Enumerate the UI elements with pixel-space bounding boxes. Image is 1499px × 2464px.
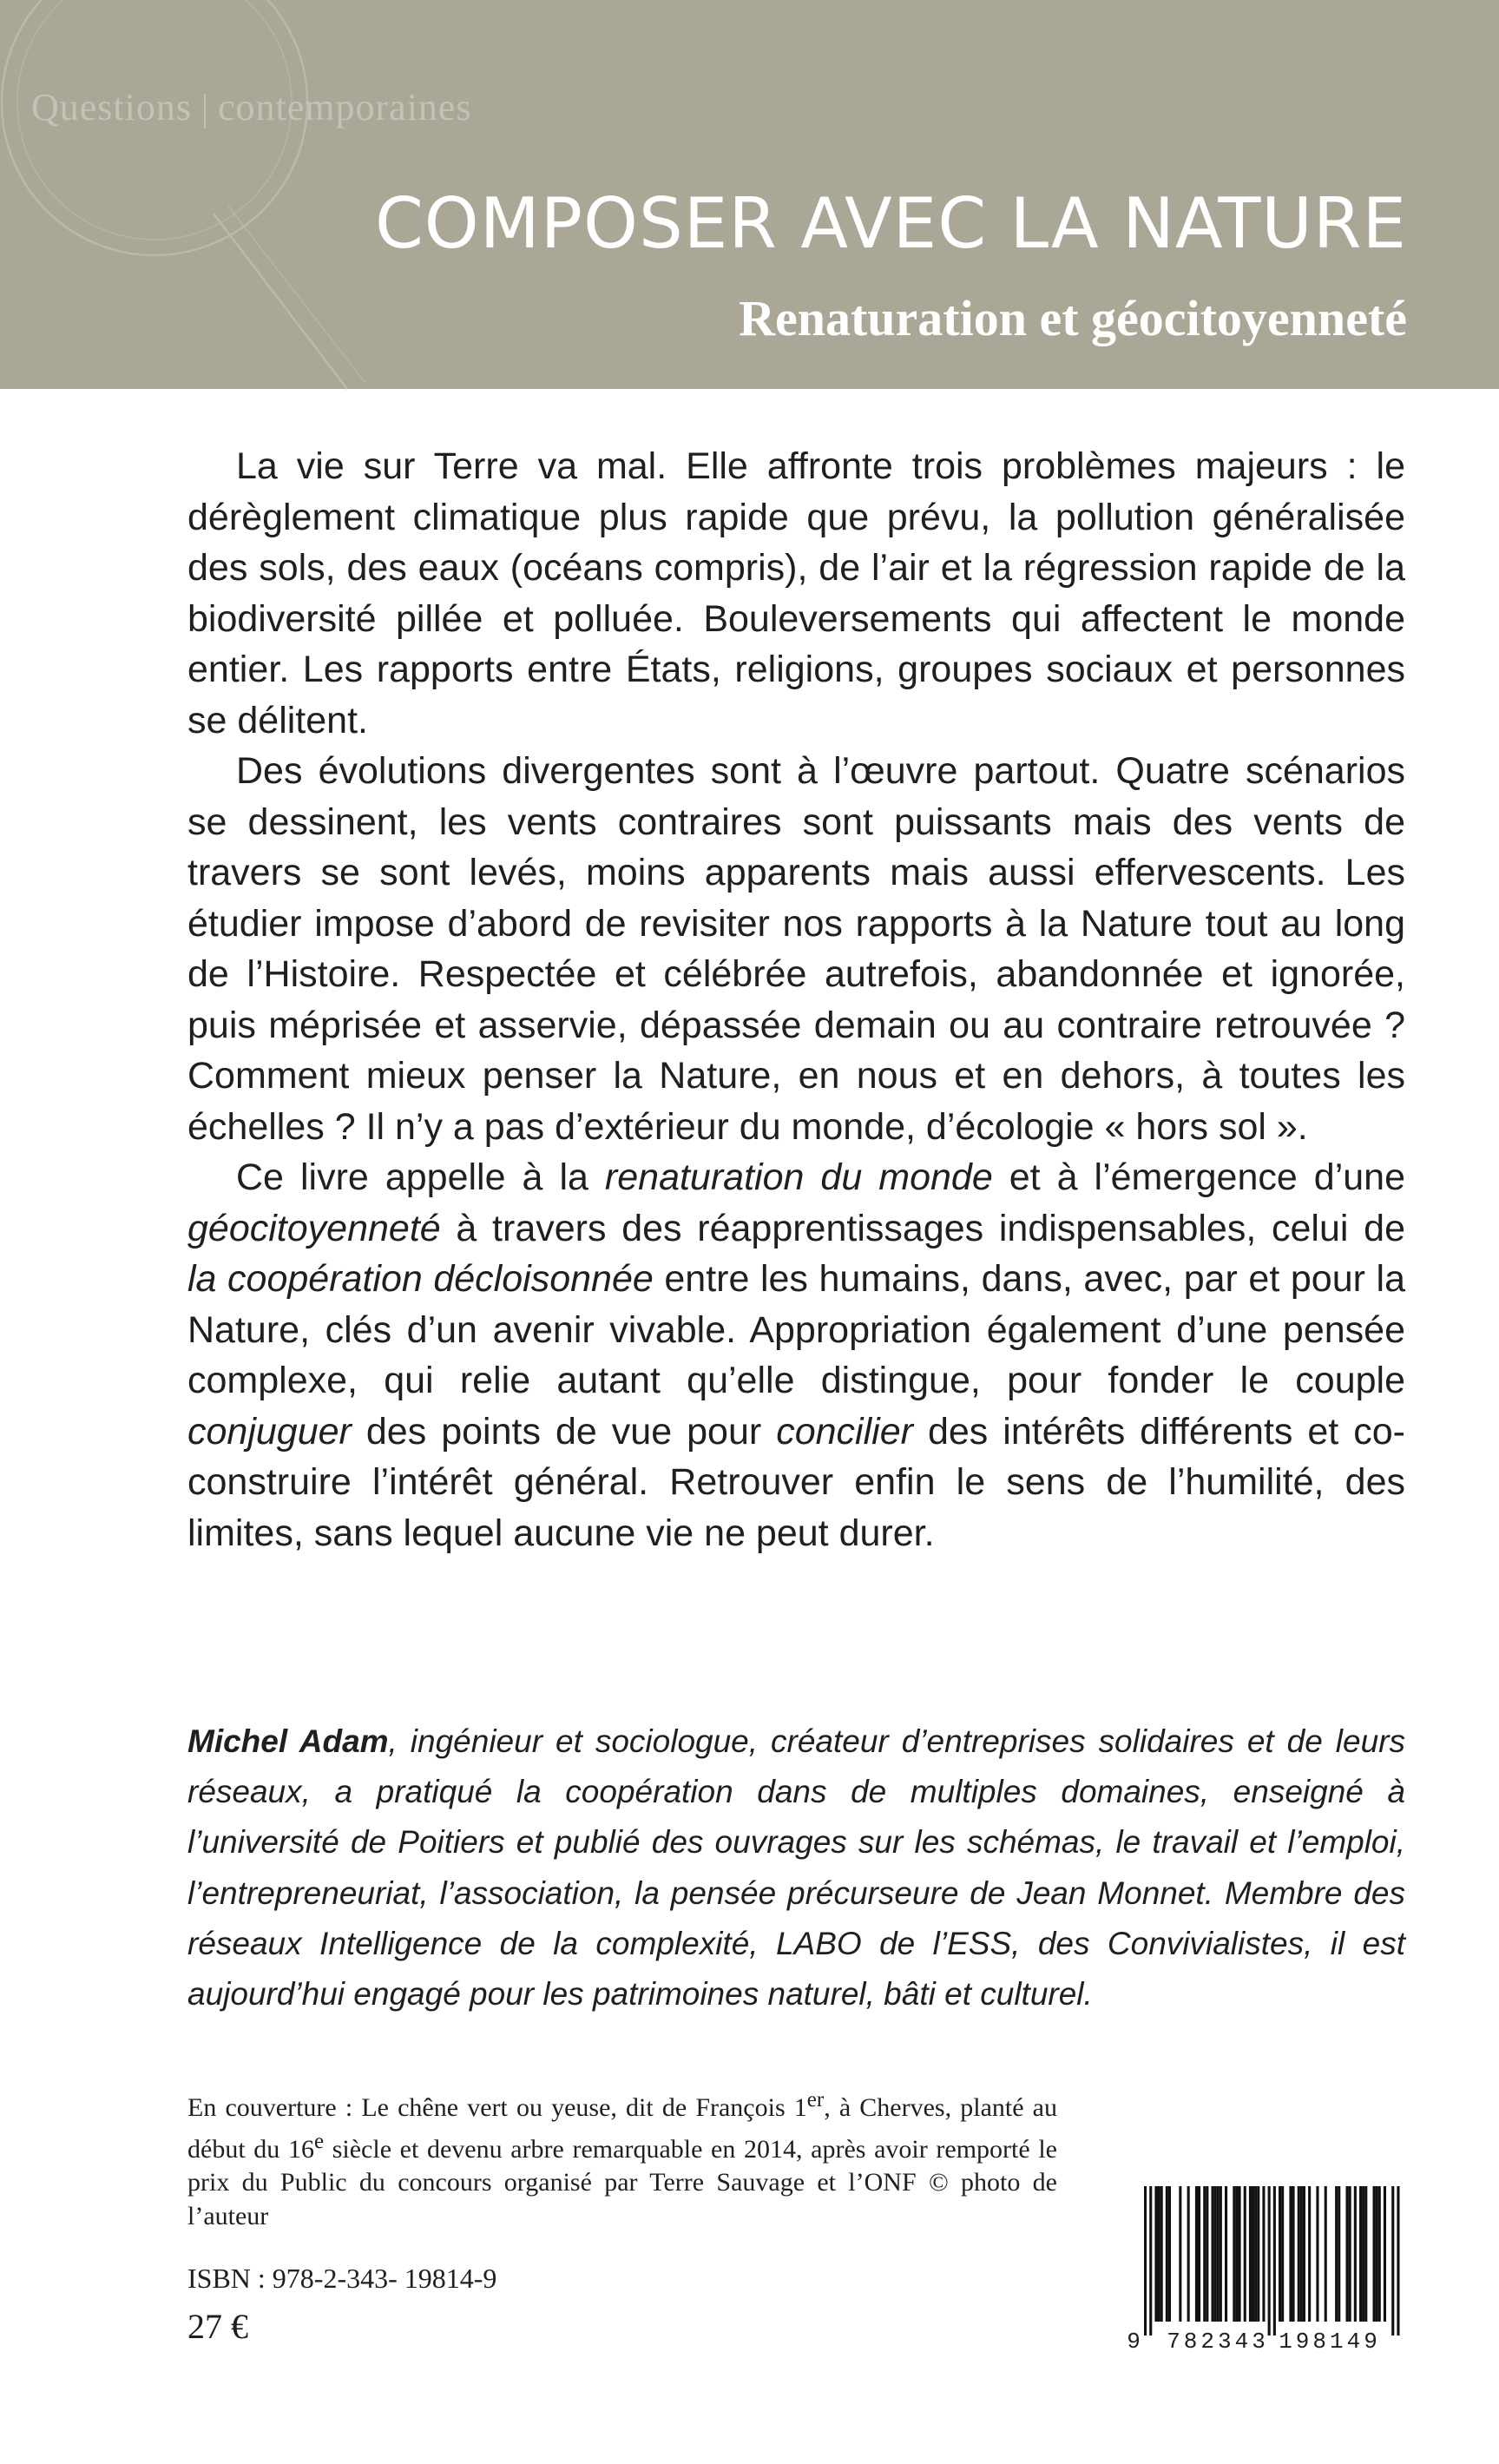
barcode-bar	[1376, 2186, 1378, 2322]
barcode-digits-right: 198149	[1279, 2329, 1381, 2355]
barcode-bar	[1279, 2186, 1281, 2322]
blurb-paragraph-1: La vie sur Terre va mal. Elle affronte trois problèmes majeurs : le dérèglement climatique plus rapide que prévu, la pollution généralisée des sols, des eaux (océans compris), de l’air et la régression rapide de la biodiversité pillée et polluée. Bouleversements qui affectent le monde entier. Les rapports entre États, religions, groupes sociaux et personnes se délitent.	[187, 445, 1405, 741]
author-name: Michel Adam	[187, 1723, 389, 1759]
series-name-part1: Questions	[31, 86, 192, 128]
barcode-bar	[1281, 2186, 1284, 2322]
blurb-p3-em-conjuguer: conjuguer	[187, 1410, 352, 1453]
barcode-bar	[1268, 2186, 1271, 2336]
barcode-bar	[1364, 2186, 1367, 2322]
barcode-bar	[1303, 2186, 1305, 2322]
barcode-bar	[1154, 2186, 1157, 2322]
barcode-bar	[1346, 2186, 1349, 2322]
barcode-bar	[1195, 2186, 1198, 2322]
barcode-bar	[1354, 2186, 1357, 2322]
barcode-bar	[1168, 2186, 1171, 2322]
barcode-bars	[1144, 2186, 1400, 2336]
barcode-bar	[1362, 2186, 1364, 2322]
barcode-bar	[1206, 2186, 1208, 2322]
barcode-bar	[1203, 2186, 1206, 2322]
series-letter-q-logo	[0, 0, 365, 389]
barcode-digit-first: 9	[1127, 2329, 1141, 2355]
blurb-paragraph-3	[187, 1152, 1405, 1558]
barcode-bar	[1214, 2186, 1217, 2322]
blurb-p3-text-b: et à l’émergence d’une	[992, 1156, 1405, 1198]
barcode-bar	[1225, 2186, 1227, 2322]
barcode-bar	[1338, 2186, 1340, 2322]
blurb-p3-text-a: Ce livre appelle à la	[236, 1156, 605, 1198]
barcode-bar	[1254, 2186, 1257, 2322]
barcode-bar	[1144, 2186, 1147, 2336]
barcode-bar	[1149, 2186, 1152, 2336]
cover-credit	[187, 2084, 1057, 2234]
barcode-bar	[1335, 2186, 1338, 2322]
barcode-bar	[1233, 2186, 1235, 2322]
cover-credit-sup-er: er	[806, 2088, 825, 2112]
barcode-bar	[1349, 2186, 1351, 2322]
barcode-bar	[1179, 2186, 1181, 2322]
blurb-p3-em-cooperation: la coopération décloisonnée	[187, 1258, 654, 1300]
barcode-bar	[1257, 2186, 1259, 2322]
barcode-bar	[1217, 2186, 1220, 2322]
barcode-bar	[1244, 2186, 1246, 2322]
barcode-bar	[1325, 2186, 1327, 2322]
barcode-bar	[1220, 2186, 1222, 2322]
barcode-bar	[1300, 2186, 1303, 2322]
barcode-bar	[1373, 2186, 1376, 2322]
header-band	[0, 0, 1499, 389]
barcode-bar	[1359, 2186, 1362, 2322]
barcode-bar	[1198, 2186, 1200, 2322]
barcode-bar	[1252, 2186, 1254, 2322]
blurb-p3-em-geocitoyennete: géocitoyenneté	[187, 1207, 441, 1249]
series-name	[31, 85, 472, 129]
barcode-bar	[1316, 2186, 1318, 2322]
barcode-bar	[1384, 2186, 1386, 2322]
price: 27 €	[187, 2307, 248, 2346]
cover-credit-sup-e: e	[313, 2129, 325, 2153]
barcode-bar	[1273, 2186, 1276, 2336]
back-cover-blurb	[187, 441, 1405, 1558]
blurb-p3-text-e: des points de vue pour	[351, 1410, 777, 1453]
barcode-bar	[1235, 2186, 1238, 2322]
series-name-divider	[204, 94, 206, 128]
ean13-barcode	[1128, 2181, 1406, 2355]
book-subtitle: Renaturation et géocitoyenneté	[739, 290, 1407, 346]
barcode-bar	[1378, 2186, 1381, 2322]
barcode-bar	[1298, 2186, 1300, 2322]
blurb-p3-em-concilier: concilier	[776, 1410, 913, 1453]
barcode-bar	[1308, 2186, 1311, 2322]
blurb-paragraph-2: Des évolutions divergentes sont à l’œuvre partout. Quatre scénarios se dessinent, les vents contraires sont puissants mais des vents de travers se sont levés, moins apparents mais aussi effervescents. Les étudier impose d’abord de revisiter nos rapports à la Nature tout au long de l’Histoire. Respectée et célébrée autrefois, abandonnée et ignorée, puis méprisée et asservie, dépassée demain ou au contraire retrouvée ? Comment mieux penser la Nature, en nous et en dehors, à toutes les échelles ? Il n’y a pas d’extérieur du monde, d’écologie « hors sol ».	[187, 750, 1405, 1148]
blurb-p3-text-d: entre les humains, dans, avec, par et pour la Nature, clés d’un avenir vivable. Appropriation également d’une pensée complexe, qui relie autant qu’elle distingue, pour fonder le couple	[187, 1258, 1405, 1401]
barcode-bar	[1187, 2186, 1190, 2322]
barcode-bar	[1289, 2186, 1292, 2322]
cover-credit-text-b: , à Cherves, planté au début du 16	[187, 2093, 1057, 2164]
barcode-bar	[1262, 2186, 1265, 2322]
author-bio	[187, 1716, 1405, 2019]
cover-credit-text-c: siècle et devenu arbre remarquable en 2014, après avoir remporté le prix du Public du concours organisé par Terre Sauvage et l’ONF © photo de l’auteur	[187, 2134, 1057, 2231]
blurb-p3-text-c: à travers des réapprentissages indispensables, celui de	[440, 1207, 1405, 1249]
barcode-bar	[1158, 2186, 1160, 2322]
series-name-part2: contemporaines	[218, 86, 472, 128]
barcode-digits-left: 782343	[1167, 2329, 1269, 2355]
barcode-bar	[1166, 2186, 1168, 2322]
barcode-bar	[1397, 2186, 1399, 2336]
isbn: ISBN : 978-2-343- 19814-9	[187, 2263, 497, 2294]
book-title: COMPOSER AVEC LA NATURE	[374, 183, 1407, 264]
cover-credit-text-a: En couverture : Le chêne vert ou yeuse, dit de François 1	[187, 2093, 807, 2122]
barcode-bar	[1239, 2186, 1241, 2322]
barcode-bar	[1292, 2186, 1295, 2322]
barcode-bar	[1391, 2186, 1394, 2336]
barcode-bar	[1249, 2186, 1252, 2322]
blurb-p3-em-renaturation: renaturation du monde	[604, 1156, 993, 1198]
barcode-bar	[1212, 2186, 1214, 2322]
author-bio-text: , ingénieur et sociologue, créateur d’entreprises solidaires et de leurs réseaux, a pratiqué la coopération dans de multiples domaines, enseigné à l’université de Poitiers et publié des ouvrages sur les schémas, le travail et l’emploi, l’entrepreneuriat, l’association, la pensée précurseure de Jean Monnet. Membre des réseaux Intelligence de la complexité, LABO de l’ESS, des Convivialistes, il est aujourd’hui engagé pour les patrimoines naturel, bâti et culturel.	[187, 1723, 1405, 2013]
blurb-p3-text-f: des intérêts différents et co-construire l’intérêt général. Retrouver enfin le sens de l’humilité, des limites, sans lequel aucune vie ne peut durer.	[187, 1410, 1405, 1554]
barcode-bar	[1160, 2186, 1163, 2322]
